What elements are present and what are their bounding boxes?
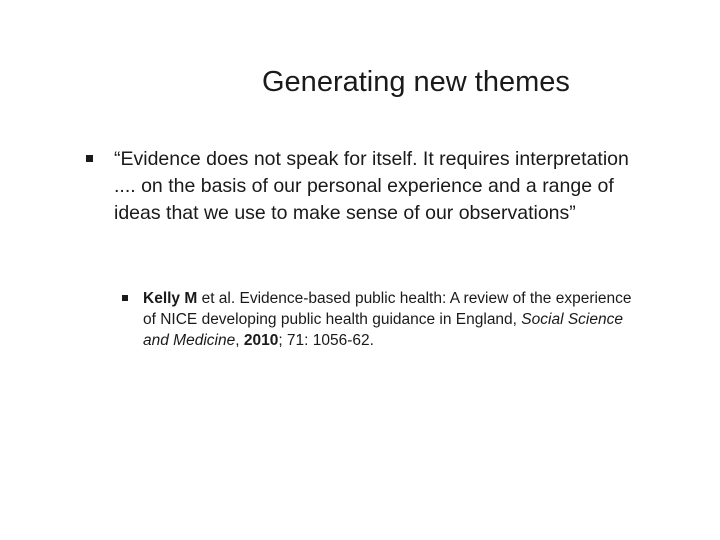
bullet-list	[86, 146, 646, 227]
quote-text: “Evidence does not speak for itself. It requires interpretation .... on the basis of our personal experience and a range of ideas that we use to make sense of our observations”	[114, 148, 629, 224]
quote-bullet-item	[86, 146, 646, 227]
citation-list	[122, 288, 642, 351]
citation-year: 2010	[243, 332, 279, 349]
citation-volume-pages: ; 71: 1056-62.	[278, 332, 374, 349]
citation-author: Kelly M	[143, 290, 198, 307]
citation-text: et al. Evidence-based public health: A review of the experience of NICE developing public health guidance in England,	[143, 290, 632, 328]
square-bullet-icon	[86, 155, 93, 162]
citation-journal: Social Science and Medicine	[143, 311, 623, 349]
citation-separator: ,	[235, 332, 244, 349]
square-bullet-icon	[122, 295, 128, 301]
citation-item	[122, 288, 642, 351]
slide-title: Generating new themes	[262, 66, 570, 98]
